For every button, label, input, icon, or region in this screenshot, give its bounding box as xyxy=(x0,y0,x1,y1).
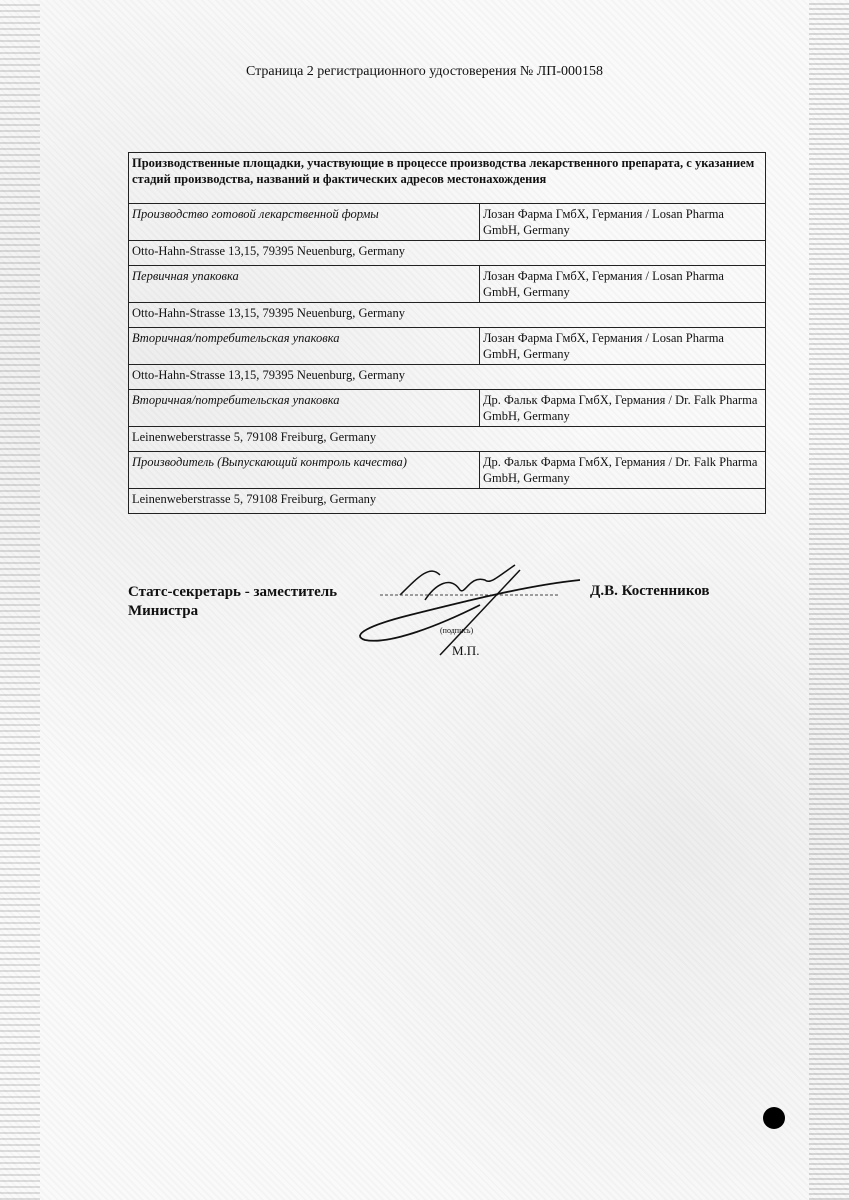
company-cell: Лозан Фарма ГмбХ, Германия / Losan Pharma GmbH, Germany xyxy=(480,266,766,303)
address-cell: Otto-Hahn-Strasse 13,15, 79395 Neuenburg, Germany xyxy=(129,241,766,266)
address-cell: Leinenweberstrasse 5, 79108 Freiburg, Germany xyxy=(129,427,766,452)
table-row xyxy=(129,390,766,427)
signatory-position: Статс-секретарь - заместитель Министра xyxy=(128,584,338,619)
stage-cell: Вторичная/потребительская упаковка xyxy=(129,390,480,427)
company-cell: Др. Фальк Фарма ГмбХ, Германия / Dr. Falk Pharma GmbH, Germany xyxy=(480,390,766,427)
stage-cell: Производитель (Выпускающий контроль качества) xyxy=(129,452,480,489)
scan-edge-left xyxy=(0,0,40,1200)
stamp-label: М.П. xyxy=(452,643,480,658)
company-cell: Др. Фальк Фарма ГмбХ, Германия / Dr. Falk Pharma GmbH, Germany xyxy=(480,452,766,489)
stage-cell: Производство готовой лекарственной формы xyxy=(129,204,480,241)
table-row xyxy=(129,452,766,489)
company-cell: Лозан Фарма ГмбХ, Германия / Losan Pharma GmbH, Germany xyxy=(480,328,766,365)
table-row xyxy=(129,204,766,241)
table-row xyxy=(129,328,766,365)
punch-hole-icon xyxy=(763,1107,785,1129)
stage-cell: Вторичная/потребительская упаковка xyxy=(129,328,480,365)
table-heading: Производственные площадки, участвующие в процессе производства лекарственного препарата, с указанием стадий производства, названий и фактических адресов местонахождения xyxy=(129,153,766,204)
scan-edge-right xyxy=(809,0,849,1200)
address-cell: Otto-Hahn-Strasse 13,15, 79395 Neuenburg, Germany xyxy=(129,365,766,390)
address-cell: Leinenweberstrasse 5, 79108 Freiburg, Germany xyxy=(129,489,766,514)
company-cell: Лозан Фарма ГмбХ, Германия / Losan Pharma GmbH, Germany xyxy=(480,204,766,241)
address-cell: Otto-Hahn-Strasse 13,15, 79395 Neuenburg, Germany xyxy=(129,303,766,328)
stage-cell: Первичная упаковка xyxy=(129,266,480,303)
signature-caption: (подпись) xyxy=(440,626,474,635)
table-row xyxy=(129,266,766,303)
production-sites-table xyxy=(128,152,766,514)
signatory-name: Д.В. Костенников xyxy=(590,583,710,599)
page-title: Страница 2 регистрационного удостоверения № ЛП-000158 xyxy=(245,64,604,79)
